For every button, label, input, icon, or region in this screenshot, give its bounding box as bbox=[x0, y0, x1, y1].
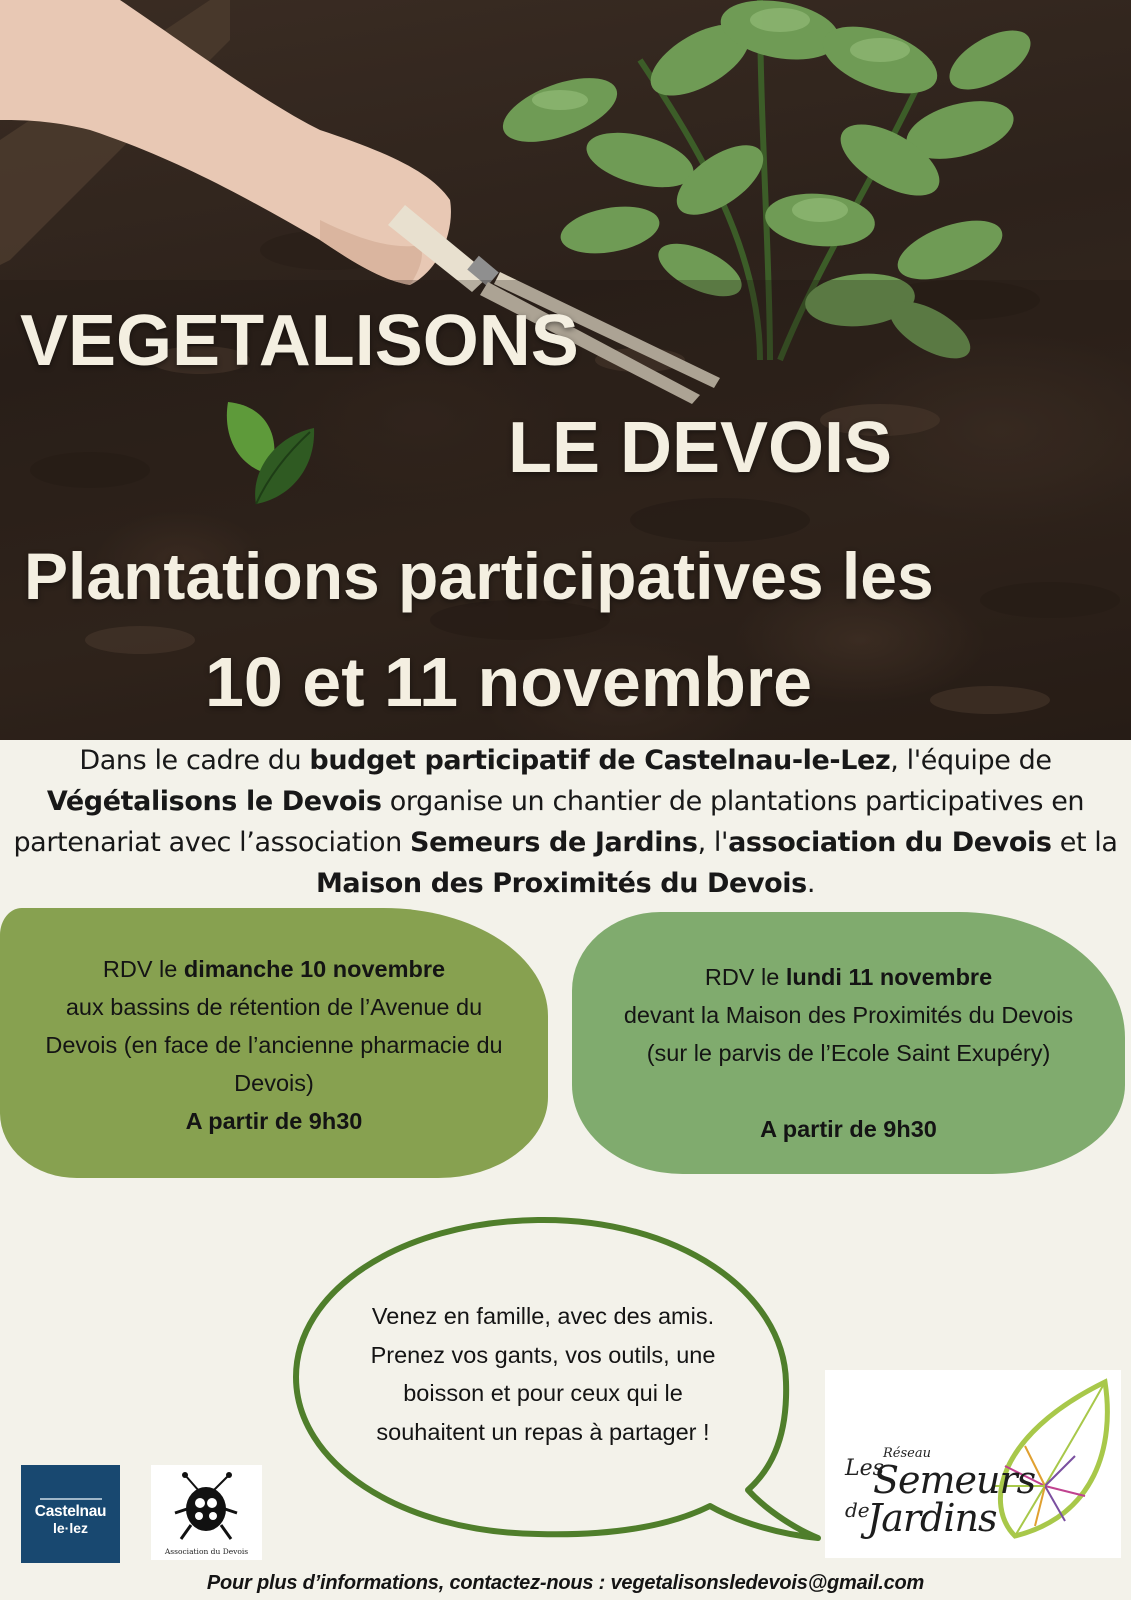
bubble-line: Prenez vos gants, vos outils, une bbox=[370, 1341, 716, 1368]
castelnau-logo bbox=[21, 1465, 120, 1563]
intro-line bbox=[0, 740, 1131, 781]
intro-text: . bbox=[806, 868, 816, 899]
intro-text: , l' bbox=[697, 827, 729, 858]
hero-banner bbox=[0, 0, 1131, 740]
semeurs-logo-text: Les bbox=[845, 1456, 884, 1481]
event-time: A partir de 9h30 bbox=[760, 1116, 937, 1142]
association-devois-logo bbox=[151, 1465, 262, 1560]
intro-text: partenariat avec l’association bbox=[13, 827, 411, 858]
event-time: A partir de 9h30 bbox=[185, 1108, 363, 1134]
intro-emphasis: Végétalisons le Devois bbox=[46, 786, 382, 817]
hero-subtitle-line1: Plantations participatives les bbox=[24, 539, 934, 613]
association-devois-label: Association du Devois bbox=[164, 1547, 249, 1556]
hero-subtitle-line2: 10 et 11 novembre bbox=[205, 643, 812, 721]
leaf-pair-icon bbox=[220, 398, 320, 508]
intro-text: organise un chantier de plantations participatives en bbox=[381, 786, 1085, 817]
intro-line bbox=[0, 863, 1131, 904]
intro-text: , l'équipe de bbox=[890, 745, 1052, 776]
intro-emphasis: association du Devois bbox=[728, 827, 1052, 858]
semeurs-logo-text: Jardins bbox=[867, 1496, 997, 1540]
event-sunday-card bbox=[0, 908, 548, 1178]
event-place: Devois) bbox=[234, 1070, 314, 1096]
intro-line bbox=[0, 822, 1131, 863]
event-place: (sur le parvis de l’Ecole Saint Exupéry) bbox=[646, 1040, 1051, 1066]
event-date: lundi 11 novembre bbox=[785, 964, 993, 990]
event-date-line bbox=[572, 958, 1125, 996]
ladybug-icon bbox=[151, 1469, 262, 1549]
intro-emphasis: Semeurs de Jardins bbox=[410, 827, 698, 858]
bubble-line: souhaitent un repas à partager ! bbox=[376, 1418, 710, 1445]
intro-text: et la bbox=[1051, 827, 1118, 858]
intro-line bbox=[0, 781, 1131, 822]
speech-bubble-text bbox=[318, 1297, 768, 1451]
intro-emphasis: Maison des Proximités du Devois bbox=[315, 868, 807, 899]
event-place: Devois (en face de l’ancienne pharmacie du bbox=[45, 1032, 503, 1058]
event-monday-card bbox=[572, 912, 1125, 1174]
bubble-line: Venez en famille, avec des amis. bbox=[371, 1303, 715, 1329]
event-date-line bbox=[0, 950, 548, 988]
semeurs-de-jardins-logo bbox=[825, 1370, 1121, 1558]
intro-emphasis: budget participatif de Castelnau-le-Lez bbox=[309, 745, 891, 776]
intro-text: Dans le cadre du bbox=[79, 745, 310, 776]
semeurs-logo-text: de bbox=[845, 1498, 870, 1522]
castelnau-logo-text: Castelnau bbox=[34, 1502, 107, 1520]
event-rdv-text: RDV le bbox=[102, 956, 184, 982]
event-date: dimanche 10 novembre bbox=[183, 956, 446, 982]
skyline-icon bbox=[40, 1492, 102, 1500]
event-place: devant la Maison des Proximités du Devois bbox=[623, 1002, 1074, 1028]
bubble-line: boisson et pour ceux qui le bbox=[403, 1380, 683, 1406]
event-spacer bbox=[572, 1072, 1125, 1110]
event-rdv-text: RDV le bbox=[704, 964, 786, 990]
semeurs-logo-text: Réseau bbox=[883, 1446, 931, 1461]
hero-title-line2: LE DEVOIS bbox=[508, 408, 893, 488]
semeurs-logo-text: Semeurs bbox=[873, 1458, 1036, 1502]
hero-title-line1: VEGETALISONS bbox=[20, 301, 579, 381]
intro-paragraph bbox=[0, 740, 1131, 904]
contact-footer: Pour plus d’informations, contactez-nous : vegetalisonsledevois@gmail.com bbox=[206, 1572, 925, 1594]
event-place: aux bassins de rétention de l’Avenue du bbox=[65, 994, 483, 1020]
castelnau-logo-text: le·lez bbox=[52, 1519, 88, 1536]
